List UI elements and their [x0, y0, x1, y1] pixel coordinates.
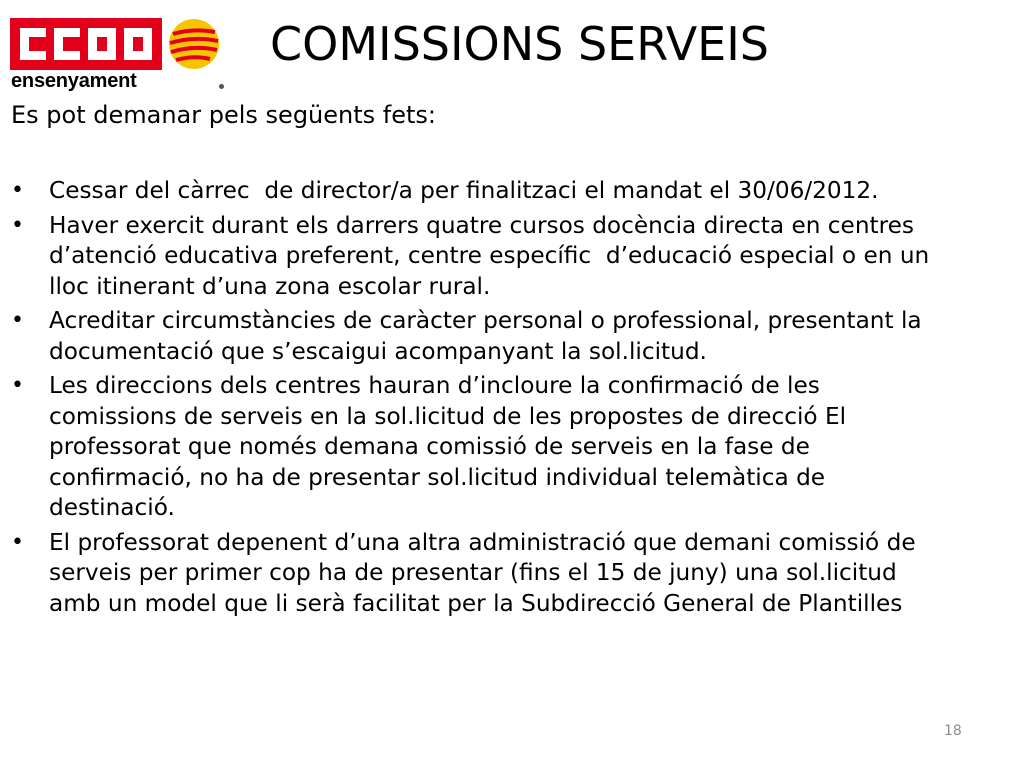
bullet-line: comissions de serveis en la sol.licitud de les propostes de direcció El: [49, 402, 847, 430]
page-number: 18: [944, 723, 962, 739]
bullet-line: Acreditar circumstàncies de caràcter personal o professional, presentant la: [49, 307, 922, 334]
logo-dot: [219, 84, 224, 89]
bullet-item: [11, 306, 1024, 367]
bullet-line: serveis per primer cop ha de presentar (fins el 15 de juny) una sol.licitud: [49, 559, 897, 586]
bullet-line: Haver exercit durant els darrers quatre cursos docència directa en centres: [49, 211, 914, 239]
bullet-line: professorat que només demana comissió de serveis en la fase de: [49, 433, 810, 460]
bullet-item: [11, 176, 1024, 207]
bullet-line: documentació que s’escaigui acompanyant la sol.licitud.: [49, 337, 707, 365]
bullet-item: [11, 371, 1024, 524]
logo-text: ensenyament: [11, 70, 137, 92]
bullet-dot: •: [11, 178, 24, 203]
bullet-dot: •: [11, 373, 24, 398]
bullet-line: destinació.: [49, 494, 175, 521]
bullet-line: lloc itinerant d’una zona escolar rural.: [49, 272, 491, 300]
bullet-dot: •: [11, 212, 24, 238]
bullet-item: [11, 211, 1024, 303]
bullet-item: [11, 528, 1024, 620]
bullet-line: confirmació, no ha de presentar sol.licitud individual telemàtica de: [49, 463, 826, 491]
bullet-line: d’atenció educativa preferent, centre específic d’educació especial o en un: [49, 242, 930, 269]
bullet-line: Les direccions dels centres hauran d’incloure la confirmació de les: [49, 372, 820, 399]
bullet-line: amb un model que li serà facilitat per la Subdirecció General de Plantilles: [49, 589, 903, 617]
bullet-line: El professorat depenent d’una altra administració que demani comissió de: [49, 528, 916, 556]
bullet-dot: •: [11, 308, 24, 333]
bullet-dot: •: [11, 529, 24, 555]
bullet-list: [11, 176, 1024, 623]
slide-title: COMISSIONS SERVEIS: [270, 17, 769, 71]
slide-subtitle: Es pot demanar pels següents fets:: [11, 101, 437, 129]
bullet-line: Cessar del càrrec de director/a per finalitzaci el mandat el 30/06/2012.: [49, 177, 879, 204]
